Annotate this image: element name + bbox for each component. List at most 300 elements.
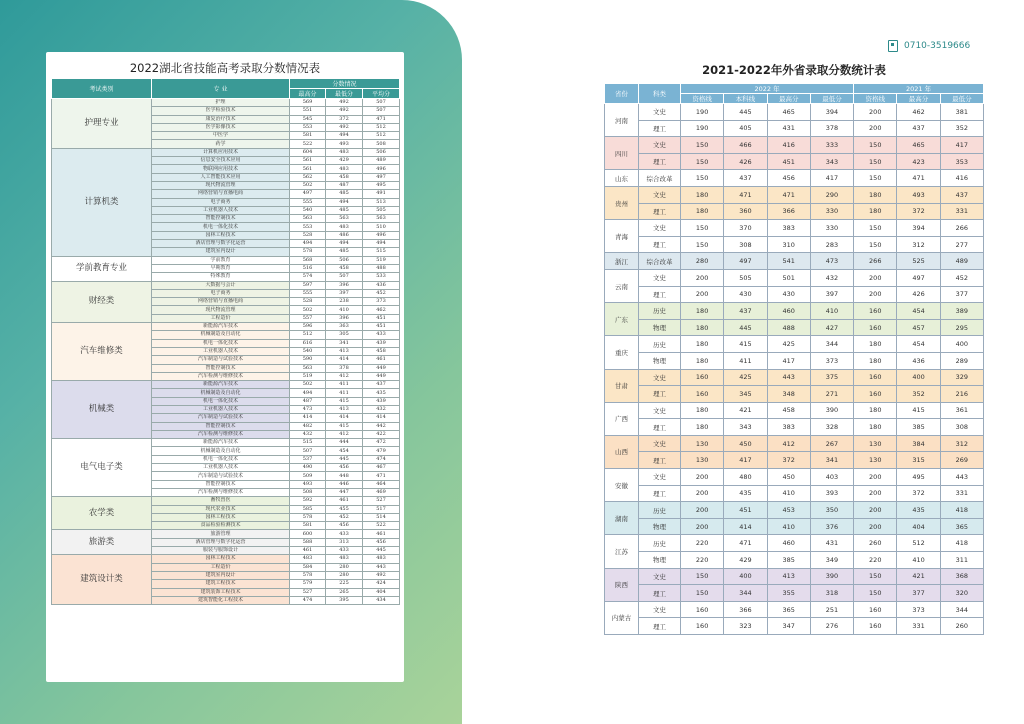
score-cell: 150	[854, 170, 897, 187]
score-cell: 150	[681, 153, 724, 170]
score-cell: 616	[290, 339, 326, 347]
major-cell: 新能源汽车技术	[152, 323, 290, 331]
score-cell: 596	[290, 323, 326, 331]
score-cell: 471	[724, 535, 767, 552]
score-cell: 460	[767, 303, 810, 320]
score-cell: 266	[940, 220, 983, 237]
province-cell: 山东	[605, 170, 639, 187]
category-cell: 建筑设计类	[52, 555, 152, 605]
score-cell: 404	[363, 588, 400, 596]
score-cell: 410	[810, 303, 853, 320]
major-cell: 园林工程技术	[152, 513, 290, 521]
score-cell: 496	[363, 231, 400, 239]
score-cell: 200	[854, 518, 897, 535]
score-cell: 373	[810, 352, 853, 369]
score-cell: 265	[326, 588, 363, 596]
score-cell: 574	[290, 273, 326, 281]
score-cell: 432	[363, 405, 400, 413]
score-cell: 276	[810, 618, 853, 635]
score-cell: 220	[681, 552, 724, 569]
score-cell: 305	[326, 331, 363, 339]
province-cell: 内蒙古	[605, 601, 639, 634]
province-cell: 甘肃	[605, 369, 639, 402]
score-cell: 451	[363, 314, 400, 322]
major-cell: 建筑室内设计	[152, 571, 290, 579]
score-cell: 454	[326, 447, 363, 455]
major-cell: 智能控制技术	[152, 422, 290, 430]
subject-cell: 综合改革	[639, 253, 681, 270]
score-cell: 277	[940, 236, 983, 253]
table-row	[605, 386, 984, 403]
score-cell: 216	[940, 386, 983, 403]
score-cell: 251	[810, 601, 853, 618]
hubei-score-table	[51, 78, 400, 605]
score-cell: 220	[854, 552, 897, 569]
score-cell: 466	[724, 137, 767, 154]
score-cell: 365	[767, 601, 810, 618]
score-cell: 349	[810, 552, 853, 569]
score-cell: 320	[940, 585, 983, 602]
major-cell: 园林工程技术	[152, 231, 290, 239]
major-cell: 机电一体化技术	[152, 455, 290, 463]
score-cell: 506	[326, 256, 363, 264]
header-max: 最高分	[290, 89, 326, 99]
score-cell: 486	[326, 231, 363, 239]
score-cell: 377	[897, 585, 940, 602]
table-row	[605, 485, 984, 502]
table-row	[605, 137, 984, 154]
score-cell: 502	[290, 306, 326, 314]
score-cell: 400	[724, 568, 767, 585]
score-cell: 450	[767, 469, 810, 486]
province-cell: 广西	[605, 402, 639, 435]
score-cell: 494	[326, 132, 363, 140]
score-cell: 505	[724, 269, 767, 286]
score-cell: 482	[290, 422, 326, 430]
score-cell: 551	[290, 107, 326, 115]
table-row	[605, 585, 984, 602]
score-cell: 604	[290, 148, 326, 156]
table-row	[605, 369, 984, 386]
score-cell: 429	[724, 552, 767, 569]
score-cell: 373	[363, 298, 400, 306]
header-2022-bachelor: 本科线	[724, 94, 767, 104]
major-cell: 网络营销与直播电商	[152, 190, 290, 198]
score-cell: 343	[810, 153, 853, 170]
subject-cell: 理工	[639, 203, 681, 220]
score-cell: 480	[724, 469, 767, 486]
subject-cell: 历史	[639, 502, 681, 519]
score-cell: 585	[290, 505, 326, 513]
score-cell: 519	[290, 372, 326, 380]
score-cell: 200	[854, 469, 897, 486]
score-cell: 462	[897, 104, 940, 121]
major-cell: 新能源汽车技术	[152, 381, 290, 389]
score-cell: 457	[897, 319, 940, 336]
table-row	[605, 568, 984, 585]
subject-cell: 理工	[639, 120, 681, 137]
score-cell: 562	[290, 173, 326, 181]
score-cell: 394	[810, 104, 853, 121]
score-cell: 130	[681, 452, 724, 469]
score-cell: 390	[810, 402, 853, 419]
table-row	[52, 99, 400, 107]
score-cell: 418	[940, 535, 983, 552]
major-cell: 机械制造及自动化	[152, 331, 290, 339]
score-cell: 443	[940, 469, 983, 486]
score-cell: 238	[326, 298, 363, 306]
phone-contact	[888, 40, 970, 52]
header-2021: 2021 年	[854, 84, 984, 94]
score-cell: 430	[724, 286, 767, 303]
major-cell: 工程造价	[152, 563, 290, 571]
score-cell: 350	[810, 502, 853, 519]
score-cell: 411	[326, 389, 363, 397]
table-row	[605, 419, 984, 436]
score-cell: 312	[940, 435, 983, 452]
subject-cell: 理工	[639, 618, 681, 635]
major-cell: 网络营销与直播电商	[152, 298, 290, 306]
province-cell: 陕西	[605, 568, 639, 601]
table-row	[605, 469, 984, 486]
score-cell: 372	[326, 115, 363, 123]
score-cell: 555	[290, 289, 326, 297]
score-cell: 497	[897, 269, 940, 286]
score-cell: 415	[724, 336, 767, 353]
score-cell: 190	[681, 104, 724, 121]
score-cell: 421	[724, 402, 767, 419]
score-cell: 494	[326, 198, 363, 206]
score-cell: 410	[767, 518, 810, 535]
score-cell: 553	[290, 223, 326, 231]
score-cell: 418	[940, 502, 983, 519]
score-cell: 525	[897, 253, 940, 270]
score-cell: 412	[767, 435, 810, 452]
score-cell: 390	[810, 568, 853, 585]
score-cell: 456	[326, 522, 363, 530]
score-cell: 507	[363, 99, 400, 107]
major-cell: 现代物流管理	[152, 306, 290, 314]
subject-cell: 文史	[639, 186, 681, 203]
score-cell: 280	[326, 571, 363, 579]
subject-cell: 综合改革	[639, 170, 681, 187]
score-cell: 343	[724, 419, 767, 436]
major-cell: 建筑工程技术	[152, 580, 290, 588]
score-cell: 454	[897, 336, 940, 353]
major-cell: 信息安全技术应用	[152, 157, 290, 165]
province-cell: 云南	[605, 269, 639, 302]
score-cell: 590	[290, 356, 326, 364]
score-cell: 397	[810, 286, 853, 303]
table-row	[605, 104, 984, 121]
score-cell: 352	[940, 120, 983, 137]
score-cell: 345	[724, 386, 767, 403]
score-cell: 436	[897, 352, 940, 369]
major-cell: 人工智能技术应用	[152, 173, 290, 181]
score-cell: 483	[290, 555, 326, 563]
category-cell: 机械类	[52, 381, 152, 439]
score-cell: 445	[326, 455, 363, 463]
score-cell: 150	[854, 585, 897, 602]
score-cell: 200	[854, 502, 897, 519]
score-cell: 422	[363, 430, 400, 438]
province-cell: 湖南	[605, 502, 639, 535]
table-row	[605, 236, 984, 253]
score-cell: 507	[290, 447, 326, 455]
score-cell: 180	[854, 186, 897, 203]
province-cell: 江苏	[605, 535, 639, 568]
score-cell: 150	[854, 236, 897, 253]
score-cell: 312	[897, 236, 940, 253]
score-cell: 130	[681, 435, 724, 452]
score-cell: 507	[326, 273, 363, 281]
score-cell: 341	[326, 339, 363, 347]
score-cell: 519	[363, 256, 400, 264]
score-cell: 200	[854, 286, 897, 303]
score-cell: 553	[290, 123, 326, 131]
score-cell: 361	[940, 402, 983, 419]
score-cell: 411	[724, 352, 767, 369]
score-cell: 289	[940, 352, 983, 369]
header-score-group: 分数情况	[290, 79, 400, 89]
score-cell: 394	[897, 220, 940, 237]
major-cell: 物联网应用技术	[152, 165, 290, 173]
score-cell: 344	[810, 336, 853, 353]
score-cell: 200	[854, 120, 897, 137]
score-cell: 355	[767, 585, 810, 602]
score-cell: 368	[940, 568, 983, 585]
score-cell: 496	[363, 165, 400, 173]
major-cell: 建筑装饰工程技术	[152, 588, 290, 596]
major-cell: 工业机器人技术	[152, 206, 290, 214]
score-cell: 404	[897, 518, 940, 535]
score-cell: 180	[681, 203, 724, 220]
score-cell: 377	[940, 286, 983, 303]
phone-number: 0710-3519666	[904, 41, 971, 51]
score-cell: 568	[290, 256, 326, 264]
score-cell: 495	[363, 181, 400, 189]
score-cell: 471	[363, 472, 400, 480]
category-cell: 汽车维修类	[52, 323, 152, 381]
score-cell: 344	[724, 585, 767, 602]
score-cell: 383	[767, 419, 810, 436]
score-cell: 456	[767, 170, 810, 187]
subject-cell: 物理	[639, 352, 681, 369]
score-cell: 510	[363, 223, 400, 231]
subject-cell: 历史	[639, 535, 681, 552]
subject-cell: 文史	[639, 220, 681, 237]
score-cell: 366	[767, 203, 810, 220]
subject-cell: 理工	[639, 485, 681, 502]
subject-cell: 理工	[639, 153, 681, 170]
score-cell: 483	[363, 555, 400, 563]
score-cell: 414	[363, 414, 400, 422]
subject-cell: 文史	[639, 269, 681, 286]
major-cell: 服装与服饰设计	[152, 547, 290, 555]
score-cell: 488	[363, 264, 400, 272]
score-cell: 405	[724, 120, 767, 137]
score-cell: 331	[940, 485, 983, 502]
score-cell: 471	[363, 115, 400, 123]
score-cell: 509	[290, 472, 326, 480]
major-cell: 建筑室内设计	[152, 248, 290, 256]
score-cell: 497	[290, 190, 326, 198]
score-cell: 490	[290, 464, 326, 472]
score-cell: 414	[724, 518, 767, 535]
score-cell: 522	[290, 140, 326, 148]
score-cell: 410	[897, 552, 940, 569]
score-cell: 458	[363, 347, 400, 355]
score-cell: 180	[854, 336, 897, 353]
table-row	[605, 402, 984, 419]
score-cell: 180	[854, 203, 897, 220]
major-cell: 新能源汽车技术	[152, 439, 290, 447]
score-cell: 443	[767, 369, 810, 386]
score-cell: 451	[724, 502, 767, 519]
score-cell: 200	[854, 485, 897, 502]
score-cell: 432	[810, 269, 853, 286]
score-cell: 452	[940, 269, 983, 286]
score-cell: 483	[326, 223, 363, 231]
score-cell: 431	[810, 535, 853, 552]
province-cell: 广东	[605, 303, 639, 336]
major-cell: 工程造价	[152, 314, 290, 322]
score-cell: 333	[810, 137, 853, 154]
table-row	[605, 203, 984, 220]
score-cell: 450	[724, 435, 767, 452]
score-cell: 497	[724, 253, 767, 270]
score-cell: 150	[681, 220, 724, 237]
score-cell: 160	[854, 319, 897, 336]
score-cell: 507	[363, 107, 400, 115]
major-cell: 畜牧兽医	[152, 497, 290, 505]
score-cell: 370	[724, 220, 767, 237]
table-row	[605, 286, 984, 303]
right-table-title: 2021-2022年外省录取分数统计表	[702, 63, 886, 77]
score-cell: 150	[681, 137, 724, 154]
score-cell: 283	[810, 236, 853, 253]
header-2022-max: 最高分	[767, 94, 810, 104]
score-cell: 400	[940, 336, 983, 353]
score-cell: 456	[326, 464, 363, 472]
score-cell: 497	[363, 173, 400, 181]
score-cell: 451	[363, 323, 400, 331]
score-cell: 545	[290, 115, 326, 123]
category-cell: 计算机类	[52, 148, 152, 256]
left-table-title: 2022湖北省技能高考录取分数情况表	[129, 61, 321, 75]
table-row	[605, 253, 984, 270]
score-cell: 491	[363, 190, 400, 198]
score-cell: 485	[326, 190, 363, 198]
score-cell: 378	[326, 364, 363, 372]
score-cell: 458	[326, 173, 363, 181]
score-cell: 461	[290, 547, 326, 555]
major-cell: 现代物流管理	[152, 181, 290, 189]
score-cell: 411	[326, 381, 363, 389]
score-cell: 313	[326, 538, 363, 546]
score-cell: 308	[724, 236, 767, 253]
score-cell: 563	[290, 215, 326, 223]
major-cell: 园林工程技术	[152, 555, 290, 563]
score-cell: 462	[363, 306, 400, 314]
score-cell: 310	[767, 236, 810, 253]
score-cell: 487	[290, 397, 326, 405]
major-cell: 医学影像技术	[152, 123, 290, 131]
score-cell: 435	[897, 502, 940, 519]
header-2022-min: 最低分	[810, 94, 853, 104]
score-cell: 508	[363, 140, 400, 148]
score-cell: 150	[854, 153, 897, 170]
table-row	[52, 497, 400, 505]
score-cell: 150	[681, 568, 724, 585]
major-cell: 智能控制技术	[152, 364, 290, 372]
major-cell: 工业机器人技术	[152, 464, 290, 472]
score-cell: 160	[681, 386, 724, 403]
score-cell: 267	[810, 435, 853, 452]
major-cell: 机械制造及自动化	[152, 447, 290, 455]
subject-cell: 理工	[639, 236, 681, 253]
score-cell: 449	[363, 372, 400, 380]
score-cell: 376	[810, 518, 853, 535]
major-cell: 机电一体化技术	[152, 339, 290, 347]
score-cell: 439	[363, 339, 400, 347]
subject-cell: 理工	[639, 585, 681, 602]
table-row	[52, 256, 400, 264]
score-cell: 180	[854, 402, 897, 419]
header-2021-qual: 资格线	[854, 94, 897, 104]
score-cell: 493	[290, 480, 326, 488]
score-cell: 318	[810, 585, 853, 602]
major-cell: 食品检验检测技术	[152, 522, 290, 530]
score-cell: 515	[363, 248, 400, 256]
score-cell: 415	[326, 397, 363, 405]
score-cell: 489	[363, 157, 400, 165]
major-cell: 工业机器人技术	[152, 347, 290, 355]
score-cell: 512	[363, 123, 400, 131]
score-cell: 415	[326, 422, 363, 430]
subject-cell: 理工	[639, 452, 681, 469]
province-cell: 贵州	[605, 186, 639, 219]
score-cell: 444	[326, 439, 363, 447]
score-cell: 472	[363, 439, 400, 447]
score-cell: 160	[854, 303, 897, 320]
subject-cell: 物理	[639, 552, 681, 569]
score-cell: 424	[363, 580, 400, 588]
score-cell: 423	[897, 153, 940, 170]
table-row	[605, 336, 984, 353]
subject-cell: 理工	[639, 386, 681, 403]
table-row	[605, 601, 984, 618]
score-cell: 522	[363, 522, 400, 530]
score-cell: 381	[940, 104, 983, 121]
score-cell: 437	[724, 303, 767, 320]
score-cell: 200	[681, 485, 724, 502]
major-cell: 机电一体化技术	[152, 397, 290, 405]
subject-cell: 文史	[639, 469, 681, 486]
major-cell: 机械制造及自动化	[152, 389, 290, 397]
score-cell: 160	[681, 369, 724, 386]
score-cell: 180	[854, 419, 897, 436]
table-row	[52, 323, 400, 331]
score-cell: 130	[854, 452, 897, 469]
score-cell: 492	[326, 107, 363, 115]
score-cell: 417	[940, 137, 983, 154]
score-cell: 375	[810, 369, 853, 386]
score-cell: 416	[940, 170, 983, 187]
score-cell: 385	[767, 552, 810, 569]
major-cell: 护理	[152, 99, 290, 107]
major-cell: 电子商务	[152, 289, 290, 297]
